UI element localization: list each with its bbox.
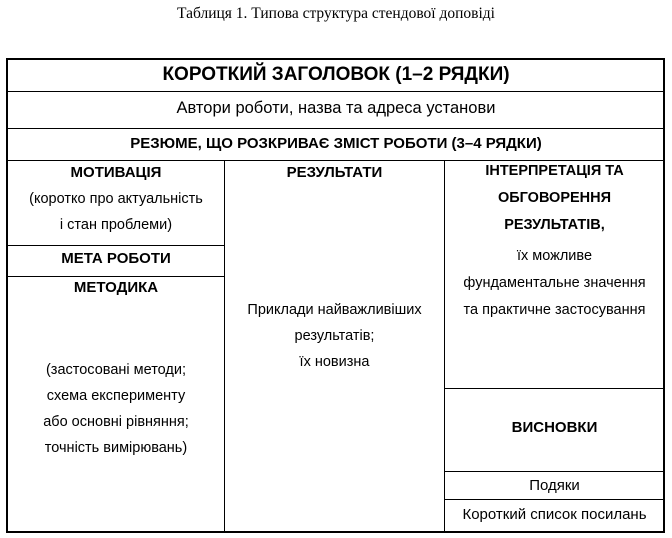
references-label: Короткий список посилань: [462, 506, 647, 523]
authors-line: Автори роботи, назва та адреса установи: [176, 99, 496, 117]
divider-motivation: [7, 245, 224, 246]
table-caption: Таблиця 1. Типова структура стендової доповіді: [177, 5, 495, 22]
summary-line: РЕЗЮМЕ, ЩО РОЗКРИВАЄ ЗМІСТ РОБОТИ (3–4 РЯДКИ): [130, 135, 542, 152]
results-line: Приклади найважливіших: [247, 302, 422, 318]
interpretation-text: [445, 243, 664, 324]
divider-conclusions: [445, 471, 664, 472]
interpretation-line: їх можливе: [516, 248, 593, 264]
method-heading: МЕТОДИКА: [73, 279, 159, 296]
method-line: або основні рівняння;: [43, 414, 189, 430]
divider-interpretation: [445, 388, 664, 389]
interpretation-line: та практичне застосування: [463, 302, 646, 318]
interpretation-heading-line: РЕЗУЛЬТАТІВ,: [504, 217, 605, 233]
results-heading: РЕЗУЛЬТАТИ: [286, 164, 383, 181]
method-line: (застосовані методи;: [45, 362, 187, 378]
method-line: схема експерименту: [46, 388, 186, 404]
motivation-text: [8, 186, 224, 238]
results-line: їх новизна: [299, 354, 370, 370]
motivation-heading: МОТИВАЦІЯ: [70, 164, 162, 181]
method-line: точність вимірювань): [44, 440, 188, 456]
acknowledgements-label: Подяки: [529, 477, 580, 494]
method-text: [8, 357, 224, 461]
interpretation-heading: [445, 158, 664, 239]
results-text: [225, 297, 444, 375]
interpretation-heading-line: ІНТЕРПРЕТАЦІЯ ТА: [485, 163, 624, 179]
motivation-line: (коротко про актуальність: [29, 191, 203, 207]
goal-heading: МЕТА РОБОТИ: [61, 250, 171, 267]
results-line: результатів;: [294, 328, 375, 344]
divider-title: [7, 91, 664, 92]
divider-acknowledgements: [445, 499, 664, 500]
conclusions-heading: ВИСНОВКИ: [511, 419, 598, 436]
interpretation-heading-line: ОБГОВОРЕННЯ: [497, 190, 612, 206]
divider-goal: [7, 276, 224, 277]
interpretation-line: фундаментальне значення: [463, 275, 646, 291]
divider-authors: [7, 128, 664, 129]
motivation-line: і стан проблеми): [59, 217, 173, 233]
poster-title: КОРОТКИЙ ЗАГОЛОВОК (1–2 РЯДКИ): [162, 64, 510, 85]
